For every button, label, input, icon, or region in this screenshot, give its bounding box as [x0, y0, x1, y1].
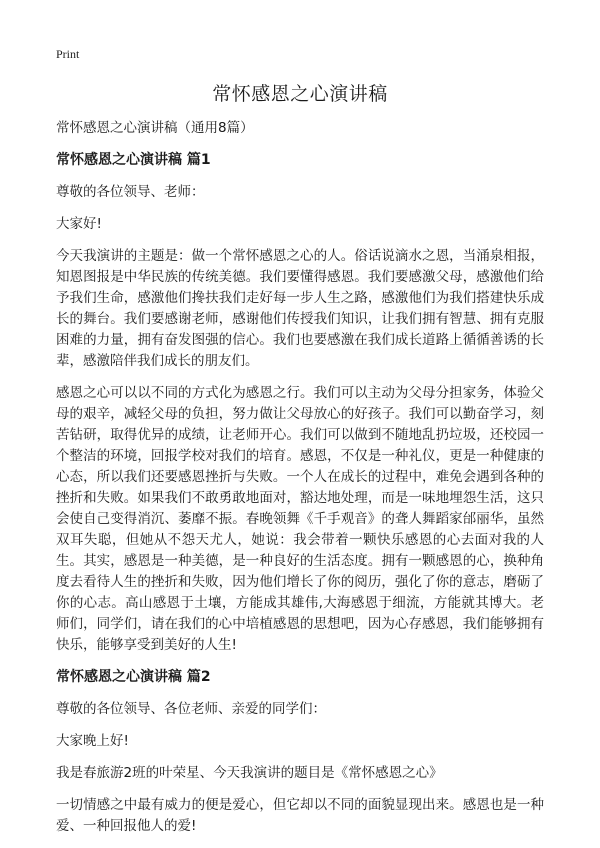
page-title: 常怀感恩之心演讲稿	[212, 83, 388, 105]
body-paragraph: 今天我演讲的主题是：做一个常怀感恩之心的人。俗话说滴水之恩，当涌泉相报，知恩图报是中华民族的传统美德。我们要懂得感恩。我们要感激父母，感激他们给予我们生命，感激他们搀扶我们走好每一步人生之路，感激他们为我们搭建快乐成长的舞台。我们要感谢老师，感谢他们传授我们知识，让我们拥有智慧、拥有克服困难的力量，拥有奋发图强的信心。我们也要感激在我们成长道路上循循善诱的长辈，感激陪伴我们成长的朋友们。	[56, 248, 544, 369]
section-heading-1: 常怀感恩之心演讲稿 篇1	[56, 152, 211, 168]
print-link[interactable]: Print	[56, 47, 80, 61]
salutation: 尊敬的各位领导、老师：	[56, 184, 205, 200]
greeting: 大家晚上好!	[56, 733, 129, 749]
section-heading-2: 常怀感恩之心演讲稿 篇2	[56, 669, 211, 685]
body-paragraph: 一切情感之中最有威力的便是爱心，但它却以不同的面貌显现出来。感恩也是一种爱、一种回报他人的爱!	[56, 797, 544, 834]
document-subtitle: 常怀感恩之心演讲稿（通用8篇）	[56, 120, 254, 136]
document-body	[56, 118, 544, 848]
salutation: 尊敬的各位领导、各位老师、亲爱的同学们：	[56, 701, 326, 717]
body-paragraph: 我是春旅游2班的叶荣星、今天我演讲的题目是《常怀感恩之心》	[56, 765, 443, 781]
greeting: 大家好!	[56, 216, 102, 232]
body-paragraph: 感恩之心可以以不同的方式化为感恩之行。我们可以主动为父母分担家务，体验父母的艰辛，减轻父母的负担，努力做让父母放心的好孩子。我们可以勤奋学习，刻苦钻研，取得优异的成绩，让老师开心。我们可以做到不随地乱扔垃圾，还校园一个整洁的环境，回报学校对我们的培育。感恩，不仅是一种礼仪，更是一种健康的心态，所以我们还要感恩挫折与失败。一个人在成长的过程中，难免会遇到各种的挫折和失败。如果我们不敢勇敢地面对，豁达地处理，而是一味地埋怨生活，这只会使自己变得消沉、萎靡不振。春晚领舞《千手观音》的聋人舞蹈家邰丽华，虽然双耳失聪，但她从不怨天尤人，她说：我会带着一颗快乐感恩的心去面对我的人生。其实，感恩是一种美德，是一种良好的生活态度。拥有一颗感恩的心，换种角度去看待人生的挫折和失败，因为他们增长了你的阅历，强化了你的意志，磨砺了你的心志。高山感恩于土壤，方能成其雄伟,大海感恩于细流，方能就其博大。老师们，同学们，请在我们的心中培植感恩的思想吧，因为心存感恩，我们能够拥有快乐，能够享受到美好的人生!	[56, 385, 544, 653]
